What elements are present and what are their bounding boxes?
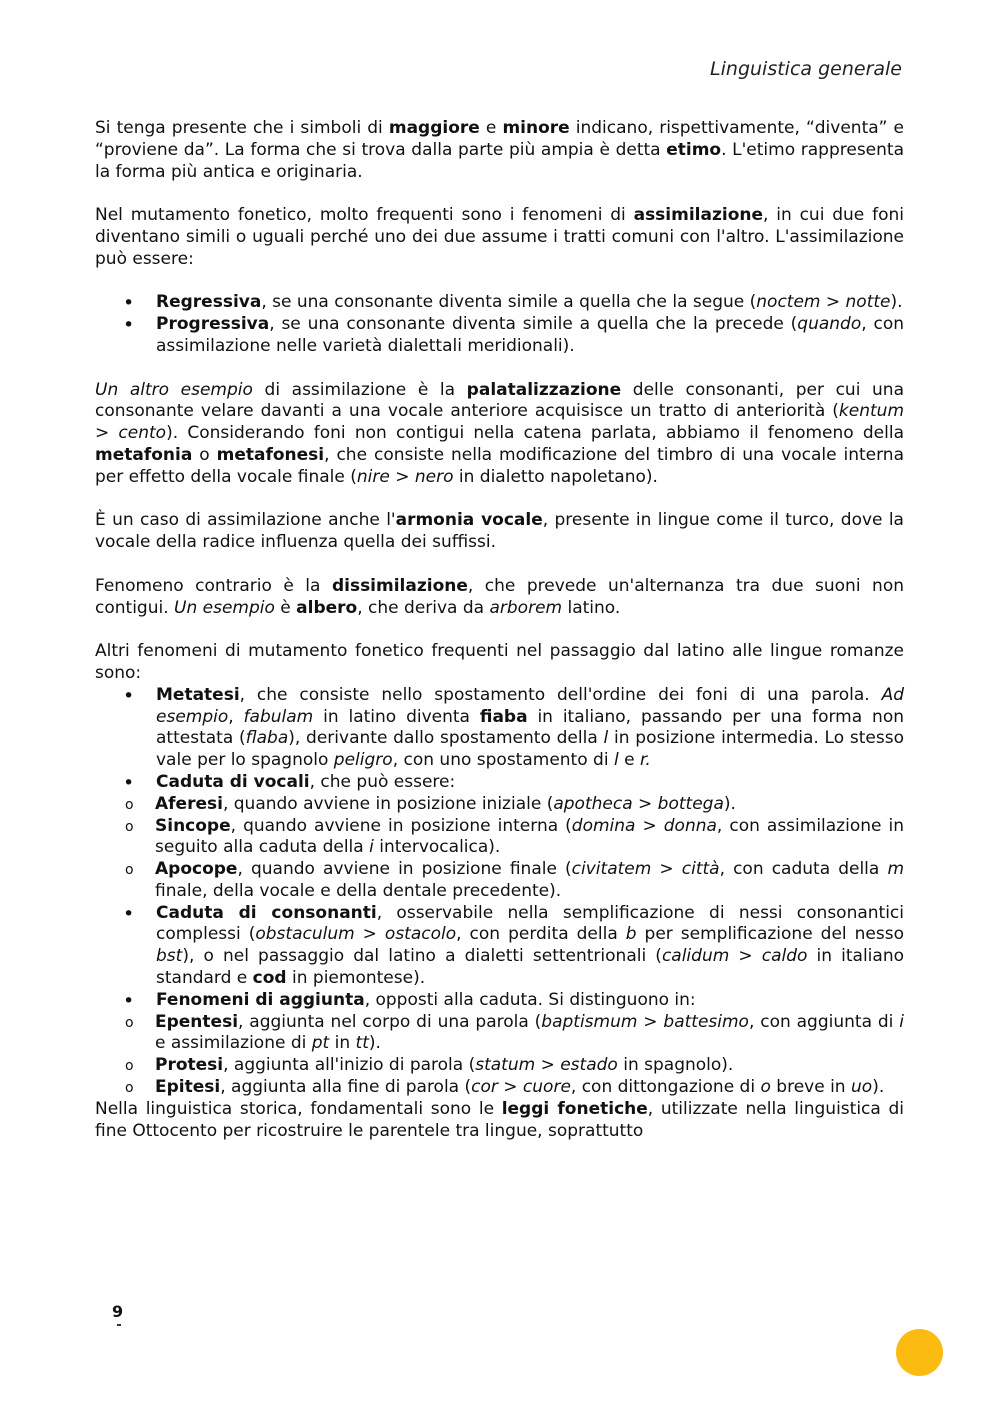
- list-item: • Regressiva, se una consonante diventa simile a quella che la segue (noctem > notte).: [95, 292, 904, 314]
- list-item-aggiunta: • Fenomeni di aggiunta, opposti alla caduta. Si distinguono in: o Epentesi, aggiunta nel corpo di una parola (baptismum > battesimo, con aggiunta di i e assimilazione di pt in tt). o Protesi, aggiunta all'inizio di parola (statum > estado in spagnolo). o Epitesi, aggiunta alla fine di parola (cor > cuore, con dittongazione di o breve in uo).: [95, 990, 904, 1099]
- paragraph-assimilazione: Nel mutamento fonetico, molto frequenti sono i fenomeni di assimilazione, in cui due foni diventano simili o uguali perché uno dei due assume i tratti comuni con l'altro. L'assimilazione può essere:: [95, 205, 904, 269]
- paragraph-altri-fenomeni: Altri fenomeni di mutamento fonetico frequenti nel passaggio dal latino alle lingue romanze sono:: [95, 641, 904, 683]
- sublist-item: o Aferesi, quando avviene in posizione iniziale (apotheca > bottega).: [95, 794, 904, 816]
- page-body: [95, 118, 904, 1142]
- sublist-item: o Sincope, quando avviene in posizione interna (domina > donna, con assimilazione in seguito alla caduta della i intervocalica).: [95, 816, 904, 860]
- sublist-item: o Epitesi, aggiunta alla fine di parola (cor > cuore, con dittongazione di o breve in uo).: [95, 1077, 904, 1099]
- sublist-item: o Epentesi, aggiunta nel corpo di una parola (baptismum > battesimo, con aggiunta di i e assimilazione di pt in tt).: [95, 1012, 904, 1056]
- page-number-mark: [117, 1324, 121, 1326]
- sublist-item: o Apocope, quando avviene in posizione finale (civitatem > città, con caduta della m finale, della vocale e della dentale precedente).: [95, 859, 904, 903]
- list-item-caduta-vocali: • Caduta di vocali, che può essere: o Aferesi, quando avviene in posizione iniziale (apotheca > bottega). o Sincope, quando avviene in posizione interna (domina > donna, con assimilazione in seguito alla caduta della i intervocalica). o Apocope, quando avviene in posizione finale (civitatem > città, con caduta della m finale, della vocale e della dentale precedente).: [95, 772, 904, 903]
- paragraph-armonia-vocale: È un caso di assimilazione anche l'armonia vocale, presente in lingue come il turco, dove la vocale della radice influenza quella dei suffissi.: [95, 510, 904, 553]
- paragraph-palatalizzazione: Un altro esempio di assimilazione è la palatalizzazione delle consonanti, per cui una consonante velare davanti a una vocale anteriore acquisisce un tratto di anteriorità (kentum > cento). Considerando foni non contigui nella catena parlata, abbiamo il fenomeno della metafonia o metafonesi, che consiste nella modificazione del timbro di una vocale interna per effetto della vocale finale (nire > nero in dialetto napoletano).: [95, 379, 904, 487]
- paragraph-leggi-fonetiche: Nella linguistica storica, fondamentali sono le leggi fonetiche, utilizzate nella linguistica di fine Ottocento per ricostruire le parentele tra lingue, soprattutto: [95, 1098, 904, 1141]
- list-item-caduta-consonanti: • Caduta di consonanti, osservabile nella semplificazione di nessi consonantici complessi (obstaculum > ostacolo, con perdita della b per semplificazione del nesso bst), o nel passaggio dal latino a dialetti settentrionali (calidum > caldo in italiano standard e cod in piemontese).: [95, 903, 904, 990]
- page-number: 9: [112, 1302, 124, 1321]
- sublist-aggiunta: [95, 1012, 904, 1099]
- list-assimilazione: [95, 292, 904, 357]
- list-item-metatesi: • Metatesi, che consiste nello spostamento dell'ordine dei foni di una parola. Ad esempio, fabulam in latino diventa fiaba in italiano, passando per una forma non attestata (flaba), derivante dallo spostamento della l in posizione intermedia. Lo stesso vale per lo spagnolo peligro, con uno spostamento di l e r.: [95, 685, 904, 772]
- list-mutamenti: [95, 685, 904, 1099]
- paragraph-dissimilazione: Fenomeno contrario è la dissimilazione, che prevede un'alternanza tra due suoni non contigui. Un esempio è albero, che deriva da arborem latino.: [95, 575, 904, 618]
- list-item: • Progressiva, se una consonante diventa simile a quella che la precede (quando, con assimilazione nelle varietà dialettali meridionali).: [95, 314, 904, 358]
- paragraph-etimo: Si tenga presente che i simboli di maggiore e minore indicano, rispettivamente, “diventa” e “proviene da”. La forma che si trova dalla parte più ampia è detta etimo. L'etimo rappresenta la forma più antica e originaria.: [95, 118, 904, 182]
- sublist-item: o Protesi, aggiunta all'inizio di parola (statum > estado in spagnolo).: [95, 1055, 904, 1077]
- sublist-caduta-vocali: [95, 794, 904, 903]
- accent-dot: [896, 1329, 943, 1376]
- running-header: Linguistica generale: [710, 58, 902, 80]
